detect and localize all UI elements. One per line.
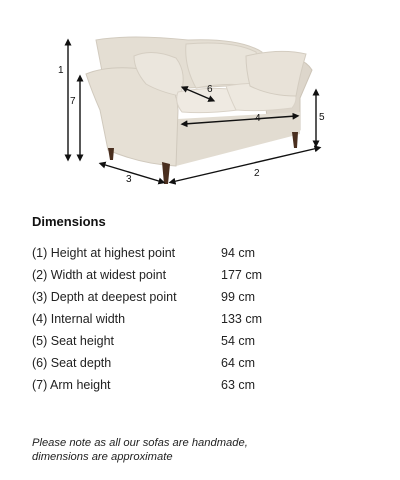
- dimension-label: (4) Internal width: [32, 312, 126, 326]
- dimension-value: 177 cm: [221, 268, 262, 282]
- dimension-value: 64 cm: [221, 356, 256, 370]
- dimension-label-3: 3: [126, 174, 132, 185]
- dimensions-list: [32, 242, 292, 396]
- sofa-image: [86, 37, 312, 184]
- dimension-label-5: 5: [319, 112, 325, 123]
- dimension-label: (3) Depth at deepest point: [32, 290, 177, 304]
- handmade-note: Please note as all our sofas are handmade, dimensions are approximate: [32, 437, 248, 463]
- dimensions-heading: Dimensions: [32, 214, 106, 229]
- dimension-label: (1) Height at highest point: [32, 246, 176, 260]
- dimension-label-4: 4: [255, 113, 261, 124]
- dimension-value: 54 cm: [221, 334, 256, 348]
- dimension-row: [32, 374, 292, 396]
- dimension-row: [32, 330, 292, 352]
- dimension-label-1: 1: [58, 65, 64, 76]
- dimension-row: [32, 264, 292, 286]
- dimension-label: (2) Width at widest point: [32, 268, 167, 282]
- dimension-value: 133 cm: [221, 312, 262, 326]
- dimension-label: (5) Seat height: [32, 334, 114, 348]
- dimension-label: (6) Seat depth: [32, 356, 112, 370]
- dimension-value: 99 cm: [221, 290, 256, 304]
- dimension-row: [32, 242, 292, 264]
- dimension-row: [32, 352, 292, 374]
- dimension-row: [32, 286, 292, 308]
- dimension-label-7: 7: [70, 96, 76, 107]
- dimension-label-6: 6: [207, 84, 213, 95]
- dimension-value: 94 cm: [221, 246, 256, 260]
- dimension-label: (7) Arm height: [32, 378, 111, 392]
- dimension-value: 63 cm: [221, 378, 256, 392]
- dimension-label-2: 2: [254, 168, 260, 179]
- dimension-row: [32, 308, 292, 330]
- sofa-dimension-illustration: [0, 0, 400, 200]
